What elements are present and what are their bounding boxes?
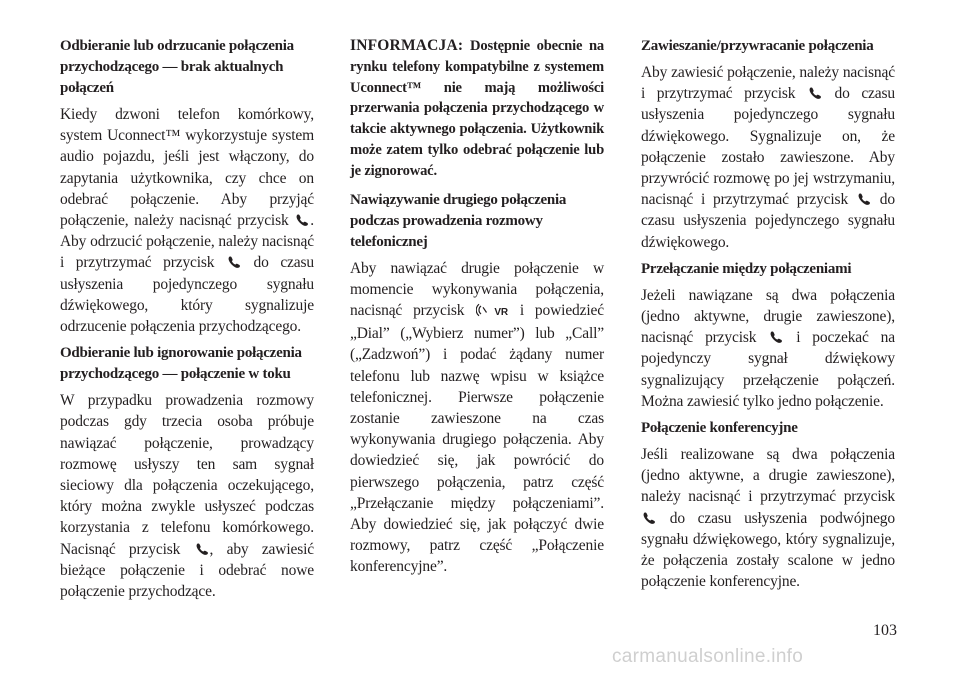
column-left [60,36,314,608]
text-segment: Kiedy dzwoni telefon komórkowy, system Uconnect™ wykorzystuje system audio pojazdu, jeśli jest włączony, do zapytania użytkownika, czy chce on odebrać połączenie. Aby przyjąć połączenie, należy nacisnąć przycisk [60,106,314,230]
phone-icon [227,255,241,269]
heading-answer-or-reject: Odbieranie lub odrzucanie połączenia przychodzącego — brak aktualnych połączeń [60,38,294,96]
text-segment: do czasu usłyszenia pojedynczego sygnału dźwiękowego. Sygnalizuje on, że połączenie zostało zawieszone. Aby przywrócić rozmowę po jej wstrzymaniu, nacisnąć i przytrzymać przycisk [641,85,895,209]
phone-icon [295,213,309,227]
heading-switch-calls: Przełączanie między połączeniami [641,260,852,277]
heading-answer-or-ignore: Odbieranie lub ignorowanie połączenia przychodzącego — połączenie w toku [60,345,302,383]
paragraph-answer-or-reject [60,104,314,337]
text-segment: Jeżeli nawiązane są dwa połączenia (jedno aktywne, drugie zawieszone), nacisnąć przycisk [641,286,895,347]
text-segment: do czasu usłyszenia pojedynczego sygnału dźwiękowego, który sygnalizuje odrzucenie połączenia przychodzącego. [60,254,314,336]
paragraph-switch-calls [641,285,895,412]
heading-second-call: Nawiązywanie drugiego połączenia podczas prowadzenia rozmowy telefonicznej [350,191,567,250]
text-segment: , aby zawiesić bieżące połączenie i odebrać nowe połączenie przychodzące. [60,540,314,601]
voice-recognition-icon [476,302,508,323]
heading-conference-call: Połączenie konferencyjne [641,420,798,437]
watermark: carmanualsonline.info [612,646,804,667]
phone-icon [769,330,783,344]
page-number: 103 [873,622,897,639]
text-segment: Jeśli realizowane są dwa połączenia (jedno aktywne, a drugie zawieszone), należy nacisnąć i przytrzymać przycisk [641,446,895,506]
text-segment: i powiedzieć „Dial” („Wybierz numer”) lub „Call” („Zadzwoń”) i podać żądany numer telefonu lub nazwę wpisu w książce telefonicznej. Pierwsze połączenie zostanie zawieszone na czas wykonywania drugiego połączenia. Aby dowiedzieć się, jak powrócić do pierwszego połączenia, patrz część „Przełączanie między połączeniami”. Aby dowiedzieć się, jak połączyć dwie rozmowy, patrz część „Połączenie konferencyjne”. [350,301,605,576]
info-note-label: INFORMACJA: [350,37,464,54]
column-middle [350,36,604,584]
phone-icon [857,192,871,206]
text-segment: Aby zawiesić połączenie, należy nacisnąć i przytrzymać przycisk [641,64,895,103]
paragraph-answer-or-ignore [60,390,314,602]
voice-waves-icon [476,303,494,317]
text-segment: . Aby odrzucić połączenie, należy nacisnąć i przytrzymać przycisk [60,212,314,272]
text-segment: do czasu usłyszenia podwójnego sygnału dźwiękowego, który sygnalizuje, że połączenia zostały scalone w jedno połączenie konferencyjne. [641,509,895,591]
text-segment: i poczekać na pojedynczy sygnał dźwiękowy sygnalizujący przełączenie połączeń. Można zawiesić tylko jedno połączenie. [641,329,896,410]
phone-icon [808,86,822,100]
info-note-text: Dostępnie obecnie na rynku telefony kompatybilne z systemem Uconnect™ nie mają możliwości przerwania połączenia przychodzącego w takcie aktywnego połączenia. Użytkownik może zatem tylko odebrać połączenie lub je zignorować. [350,38,604,179]
paragraph-hold-resume [641,62,895,253]
phone-icon [195,542,209,556]
info-note [350,36,604,182]
text-segment: Aby nawiązać drugie połączenie w momencie wykonywania połączenia, nacisnąć przycisk [350,259,604,319]
paragraph-conference-call [641,444,895,592]
heading-hold-resume: Zawieszanie/przywracanie połączenia [641,38,874,54]
voice-icon-label: VR [494,306,508,318]
text-segment: W przypadku prowadzenia rozmowy podczas gdy trzecia osoba próbuje nawiązać połączenie, prowadzący rozmowę usłyszy ten sam sygnał sieciowy dla połączenia oczekującego, który można zwykle usłyszeć podczas korzystania z telefonu komórkowego. Nacisnąć przycisk [60,392,314,558]
phone-icon [642,511,656,525]
column-right [641,36,895,598]
paragraph-second-call [350,258,604,578]
text-segment: do czasu usłyszenia pojedynczego sygnału dźwiękowego. [641,191,895,251]
